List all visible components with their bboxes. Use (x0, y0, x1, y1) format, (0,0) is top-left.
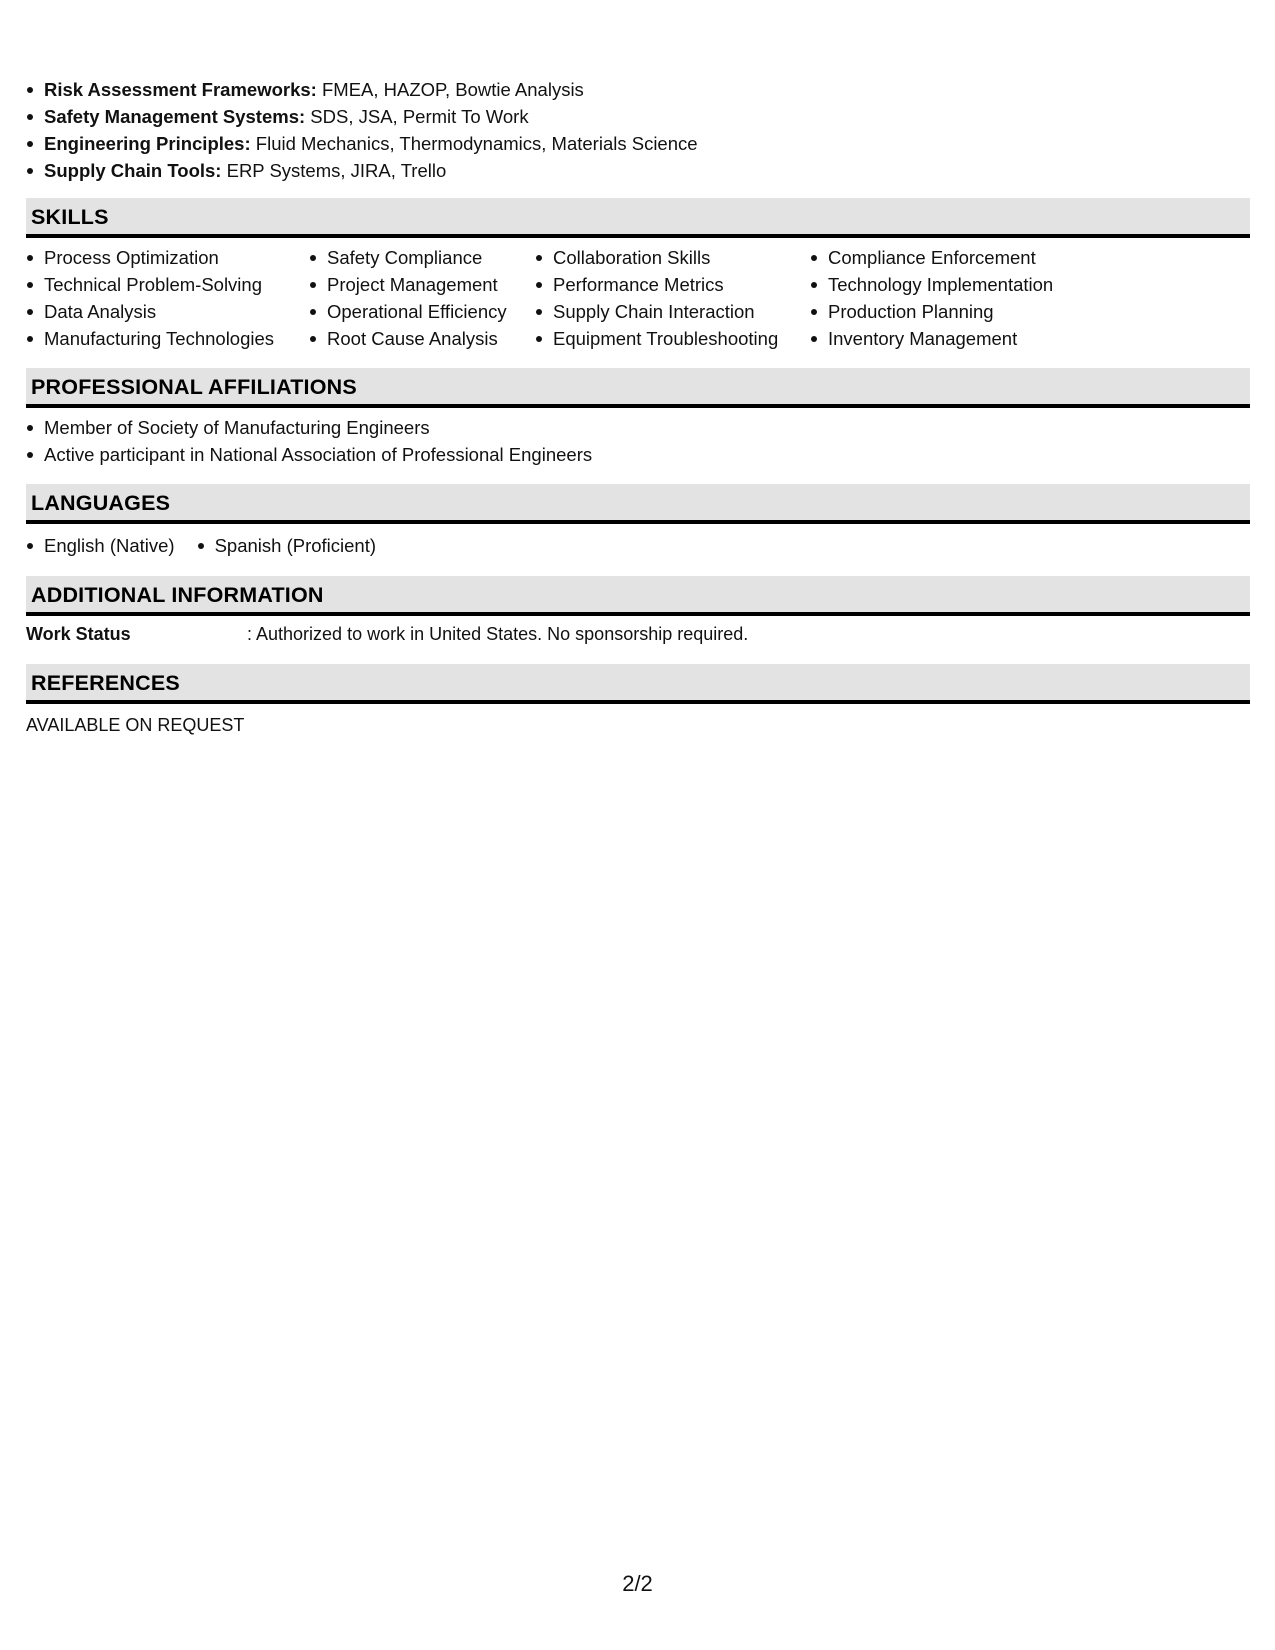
skill-item: Manufacturing Technologies (26, 325, 309, 352)
skill-item: Root Cause Analysis (309, 325, 535, 352)
language-item: English (Native) (26, 532, 175, 559)
skill-item: Technology Implementation (810, 271, 1070, 298)
work-status-label: Work Status (26, 624, 131, 644)
tools-item (26, 130, 1250, 157)
skill-item: Supply Chain Interaction (535, 298, 810, 325)
languages-heading: LANGUAGES (26, 484, 1250, 524)
skill-item: Compliance Enforcement (810, 244, 1070, 271)
skills-column (535, 244, 810, 352)
work-status-row (26, 621, 1250, 648)
skills-column (810, 244, 1070, 352)
tools-item-value: SDS, JSA, Permit To Work (305, 106, 529, 127)
tools-item-value: ERP Systems, JIRA, Trello (221, 160, 447, 181)
skill-item: Equipment Troubleshooting (535, 325, 810, 352)
skill-item: Technical Problem-Solving (26, 271, 309, 298)
additional-information-heading: ADDITIONAL INFORMATION (26, 576, 1250, 616)
skill-item: Project Management (309, 271, 535, 298)
skill-item: Collaboration Skills (535, 244, 810, 271)
skill-item: Production Planning (810, 298, 1070, 325)
resume-page (26, 76, 1250, 739)
references-text: AVAILABLE ON REQUEST (26, 715, 245, 735)
tools-item (26, 157, 1250, 184)
tools-list (26, 76, 1250, 184)
affiliations-heading: PROFESSIONAL AFFILIATIONS (26, 368, 1250, 408)
tools-item (26, 103, 1250, 130)
skill-item: Operational Efficiency (309, 298, 535, 325)
work-status-value: : Authorized to work in United States. No sponsorship required. (247, 624, 749, 644)
skills-column (309, 244, 535, 352)
skill-item: Inventory Management (810, 325, 1070, 352)
skill-item: Process Optimization (26, 244, 309, 271)
language-item: Spanish (Proficient) (197, 532, 376, 559)
tools-item-value: FMEA, HAZOP, Bowtie Analysis (316, 79, 584, 100)
tools-item-label: Supply Chain Tools: (44, 160, 222, 181)
affiliations-list (26, 414, 1250, 468)
tools-item-label: Safety Management Systems: (44, 106, 306, 127)
skill-item: Performance Metrics (535, 271, 810, 298)
languages-list (26, 532, 1250, 559)
tools-item-label: Risk Assessment Frameworks: (44, 79, 317, 100)
skill-item: Safety Compliance (309, 244, 535, 271)
tools-item-value: Fluid Mechanics, Thermodynamics, Materials Science (250, 133, 698, 154)
skills-heading: SKILLS (26, 198, 1250, 238)
tools-item-label: Engineering Principles: (44, 133, 251, 154)
references-heading: REFERENCES (26, 664, 1250, 704)
tools-item (26, 76, 1250, 103)
affiliation-item: Active participant in National Association of Professional Engineers (26, 441, 1250, 468)
skills-column (26, 244, 309, 352)
skill-item: Data Analysis (26, 298, 309, 325)
skills-grid (26, 244, 1250, 352)
page-number: 2/2 (622, 1571, 653, 1596)
affiliation-item: Member of Society of Manufacturing Engineers (26, 414, 1250, 441)
